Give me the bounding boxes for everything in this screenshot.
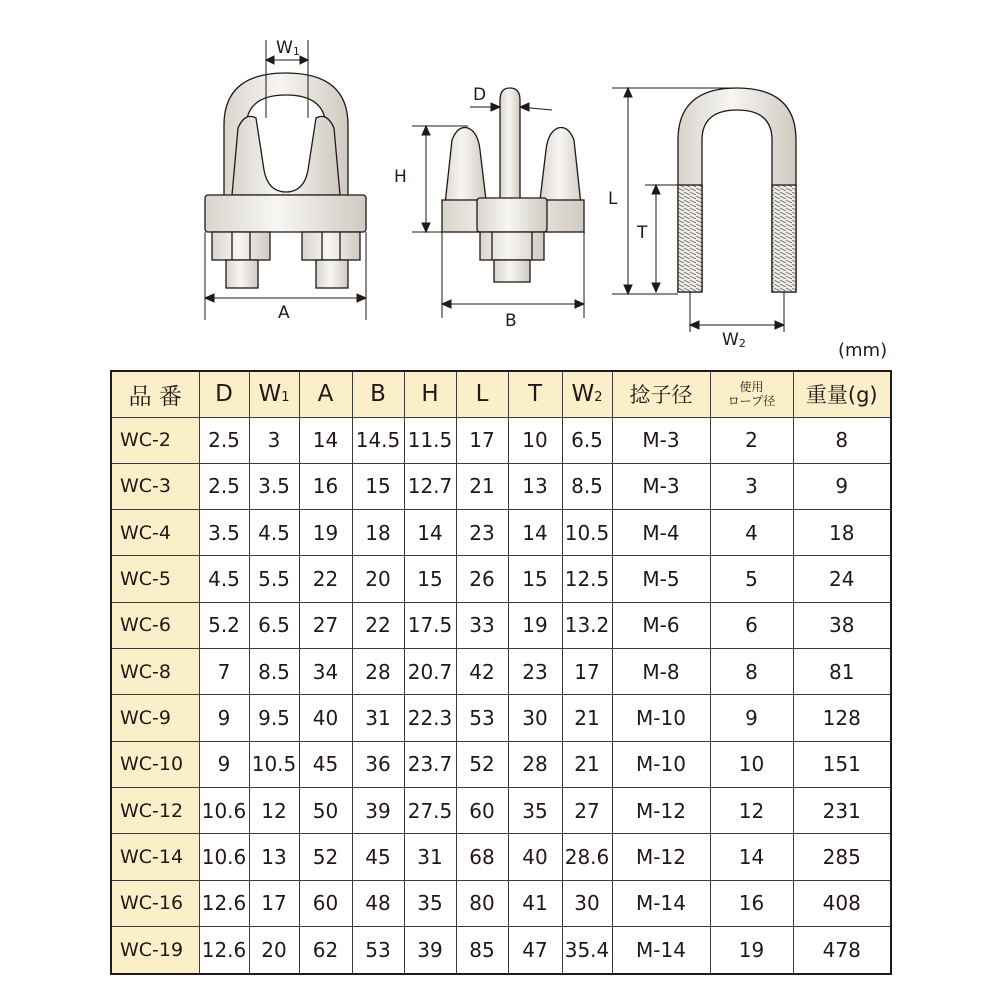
cell-part-no: WC-19 — [111, 927, 199, 974]
table-row — [111, 602, 891, 648]
w1-label: W1 — [276, 38, 300, 58]
cell-weight: 128 — [793, 695, 891, 741]
cell-part-no: WC-5 — [111, 556, 199, 602]
cell-part-no: WC-9 — [111, 695, 199, 741]
cell-w2: 13.2 — [562, 602, 612, 648]
cell-d: 9 — [199, 695, 249, 741]
header-d: D — [199, 371, 249, 417]
cell-t: 19 — [508, 602, 562, 648]
w2-dimension — [690, 292, 784, 332]
header-l: L — [456, 371, 508, 417]
cell-screw-size: M-3 — [612, 417, 710, 463]
header-w1: W1 — [249, 371, 299, 417]
cell-l: 85 — [456, 927, 508, 974]
cell-rope-diameter: 10 — [710, 741, 793, 787]
cell-rope-diameter: 5 — [710, 556, 793, 602]
cell-h: 23.7 — [404, 741, 456, 787]
cell-rope-diameter: 6 — [710, 602, 793, 648]
cell-h: 11.5 — [404, 417, 456, 463]
cell-d: 9 — [199, 741, 249, 787]
table-row — [111, 834, 891, 880]
cell-screw-size: M-10 — [612, 695, 710, 741]
cell-w2: 21 — [562, 741, 612, 787]
cell-weight: 24 — [793, 556, 891, 602]
cell-w1: 17 — [249, 880, 299, 926]
cell-weight: 81 — [793, 649, 891, 695]
cell-b: 22 — [352, 602, 404, 648]
cell-b: 20 — [352, 556, 404, 602]
cell-h: 35 — [404, 880, 456, 926]
d-label: D — [473, 85, 487, 105]
cell-b: 39 — [352, 788, 404, 834]
table-row — [111, 695, 891, 741]
header-h: H — [404, 371, 456, 417]
cell-screw-size: M-4 — [612, 510, 710, 556]
cell-t: 14 — [508, 510, 562, 556]
cell-w2: 8.5 — [562, 463, 612, 509]
cell-b: 18 — [352, 510, 404, 556]
b-label: B — [505, 311, 517, 331]
cell-part-no: WC-8 — [111, 649, 199, 695]
cell-l: 17 — [456, 417, 508, 463]
cell-rope-diameter: 2 — [710, 417, 793, 463]
cell-part-no: WC-12 — [111, 788, 199, 834]
cell-part-no: WC-6 — [111, 602, 199, 648]
cell-t: 41 — [508, 880, 562, 926]
table-body — [111, 417, 891, 974]
cell-t: 47 — [508, 927, 562, 974]
cell-l: 52 — [456, 741, 508, 787]
cell-b: 53 — [352, 927, 404, 974]
spec-table — [110, 370, 892, 975]
cell-weight: 151 — [793, 741, 891, 787]
table-row — [111, 417, 891, 463]
cell-w1: 3.5 — [249, 463, 299, 509]
cell-weight: 408 — [793, 880, 891, 926]
cell-weight: 478 — [793, 927, 891, 974]
cell-d: 5.2 — [199, 602, 249, 648]
header-part-no: 品 番 — [111, 371, 199, 417]
cell-d: 7 — [199, 649, 249, 695]
cell-w2: 28.6 — [562, 834, 612, 880]
cell-rope-diameter: 19 — [710, 927, 793, 974]
table-row — [111, 463, 891, 509]
cell-l: 26 — [456, 556, 508, 602]
cell-a: 50 — [299, 788, 352, 834]
a-label: A — [278, 303, 290, 323]
cell-l: 42 — [456, 649, 508, 695]
u-bolt-drawing — [678, 88, 796, 292]
cell-part-no: WC-16 — [111, 880, 199, 926]
cell-b: 36 — [352, 741, 404, 787]
cell-w2: 35.4 — [562, 927, 612, 974]
cell-screw-size: M-3 — [612, 463, 710, 509]
cell-t: 13 — [508, 463, 562, 509]
cell-a: 62 — [299, 927, 352, 974]
cell-d: 2.5 — [199, 417, 249, 463]
cell-h: 22.3 — [404, 695, 456, 741]
cell-a: 45 — [299, 741, 352, 787]
cell-part-no: WC-14 — [111, 834, 199, 880]
cell-h: 12.7 — [404, 463, 456, 509]
cell-l: 33 — [456, 602, 508, 648]
t-dimension — [645, 185, 678, 292]
header-w2: W2 — [562, 371, 612, 417]
cell-rope-diameter: 8 — [710, 649, 793, 695]
cell-t: 40 — [508, 834, 562, 880]
cell-rope-diameter: 9 — [710, 695, 793, 741]
cell-b: 48 — [352, 880, 404, 926]
cell-h: 31 — [404, 834, 456, 880]
cell-weight: 231 — [793, 788, 891, 834]
cell-h: 15 — [404, 556, 456, 602]
cell-screw-size: M-5 — [612, 556, 710, 602]
cell-t: 10 — [508, 417, 562, 463]
cell-b: 31 — [352, 695, 404, 741]
t-label: T — [637, 223, 648, 243]
cell-h: 17.5 — [404, 602, 456, 648]
cell-w2: 27 — [562, 788, 612, 834]
header-screw-size: 捻子径 — [612, 371, 710, 417]
cell-screw-size: M-14 — [612, 927, 710, 974]
l-label: L — [608, 189, 618, 209]
cell-screw-size: M-14 — [612, 880, 710, 926]
w2-label: W2 — [722, 330, 746, 350]
cell-t: 15 — [508, 556, 562, 602]
table-header-row — [111, 371, 891, 417]
cell-rope-diameter: 4 — [710, 510, 793, 556]
unit-label: (mm) — [838, 340, 888, 361]
cell-l: 68 — [456, 834, 508, 880]
cell-w2: 10.5 — [562, 510, 612, 556]
cell-w2: 6.5 — [562, 417, 612, 463]
cell-b: 45 — [352, 834, 404, 880]
cell-a: 52 — [299, 834, 352, 880]
cell-a: 19 — [299, 510, 352, 556]
cell-h: 14 — [404, 510, 456, 556]
cell-rope-diameter: 3 — [710, 463, 793, 509]
cell-b: 28 — [352, 649, 404, 695]
table-row — [111, 510, 891, 556]
cell-w1: 3 — [249, 417, 299, 463]
cell-w1: 12 — [249, 788, 299, 834]
cell-weight: 285 — [793, 834, 891, 880]
cell-l: 21 — [456, 463, 508, 509]
table-row — [111, 788, 891, 834]
cell-rope-diameter: 12 — [710, 788, 793, 834]
cell-a: 22 — [299, 556, 352, 602]
l-dimension — [612, 88, 737, 294]
cell-part-no: WC-3 — [111, 463, 199, 509]
cell-d: 2.5 — [199, 463, 249, 509]
technical-drawings — [0, 0, 1000, 360]
cell-w1: 5.5 — [249, 556, 299, 602]
cell-d: 12.6 — [199, 927, 249, 974]
cell-part-no: WC-2 — [111, 417, 199, 463]
side-view-drawing — [442, 88, 584, 282]
header-t: T — [508, 371, 562, 417]
h-label: H — [394, 167, 407, 187]
cell-h: 39 — [404, 927, 456, 974]
cell-w1: 4.5 — [249, 510, 299, 556]
table-row — [111, 556, 891, 602]
cell-part-no: WC-4 — [111, 510, 199, 556]
header-b: B — [352, 371, 404, 417]
cell-l: 80 — [456, 880, 508, 926]
cell-w1: 10.5 — [249, 741, 299, 787]
table-row — [111, 927, 891, 974]
cell-weight: 8 — [793, 417, 891, 463]
cell-part-no: WC-10 — [111, 741, 199, 787]
cell-screw-size: M-8 — [612, 649, 710, 695]
cell-weight: 9 — [793, 463, 891, 509]
cell-d: 12.6 — [199, 880, 249, 926]
cell-w1: 9.5 — [249, 695, 299, 741]
cell-weight: 38 — [793, 602, 891, 648]
cell-screw-size: M-12 — [612, 788, 710, 834]
cell-w2: 12.5 — [562, 556, 612, 602]
cell-t: 35 — [508, 788, 562, 834]
cell-w1: 6.5 — [249, 602, 299, 648]
cell-l: 53 — [456, 695, 508, 741]
cell-a: 60 — [299, 880, 352, 926]
cell-a: 40 — [299, 695, 352, 741]
header-a: A — [299, 371, 352, 417]
table-row — [111, 741, 891, 787]
cell-rope-diameter: 14 — [710, 834, 793, 880]
cell-d: 3.5 — [199, 510, 249, 556]
cell-w1: 20 — [249, 927, 299, 974]
cell-w1: 8.5 — [249, 649, 299, 695]
cell-t: 30 — [508, 695, 562, 741]
cell-rope-diameter: 16 — [710, 880, 793, 926]
table-row — [111, 880, 891, 926]
cell-h: 20.7 — [404, 649, 456, 695]
cell-a: 27 — [299, 602, 352, 648]
cell-l: 23 — [456, 510, 508, 556]
table-row — [111, 649, 891, 695]
cell-h: 27.5 — [404, 788, 456, 834]
cell-l: 60 — [456, 788, 508, 834]
cell-weight: 18 — [793, 510, 891, 556]
cell-w2: 30 — [562, 880, 612, 926]
cell-t: 23 — [508, 649, 562, 695]
cell-w2: 17 — [562, 649, 612, 695]
cell-a: 14 — [299, 417, 352, 463]
cell-screw-size: M-10 — [612, 741, 710, 787]
front-view-drawing — [205, 73, 366, 288]
cell-t: 28 — [508, 741, 562, 787]
cell-d: 10.6 — [199, 788, 249, 834]
cell-w1: 13 — [249, 834, 299, 880]
cell-d: 4.5 — [199, 556, 249, 602]
header-weight: 重量(g) — [793, 371, 891, 417]
cell-b: 15 — [352, 463, 404, 509]
cell-screw-size: M-6 — [612, 602, 710, 648]
cell-a: 34 — [299, 649, 352, 695]
header-rope-diameter: 使用 ロープ径 — [710, 371, 793, 417]
cell-a: 16 — [299, 463, 352, 509]
cell-w2: 21 — [562, 695, 612, 741]
cell-d: 10.6 — [199, 834, 249, 880]
cell-b: 14.5 — [352, 417, 404, 463]
cell-screw-size: M-12 — [612, 834, 710, 880]
